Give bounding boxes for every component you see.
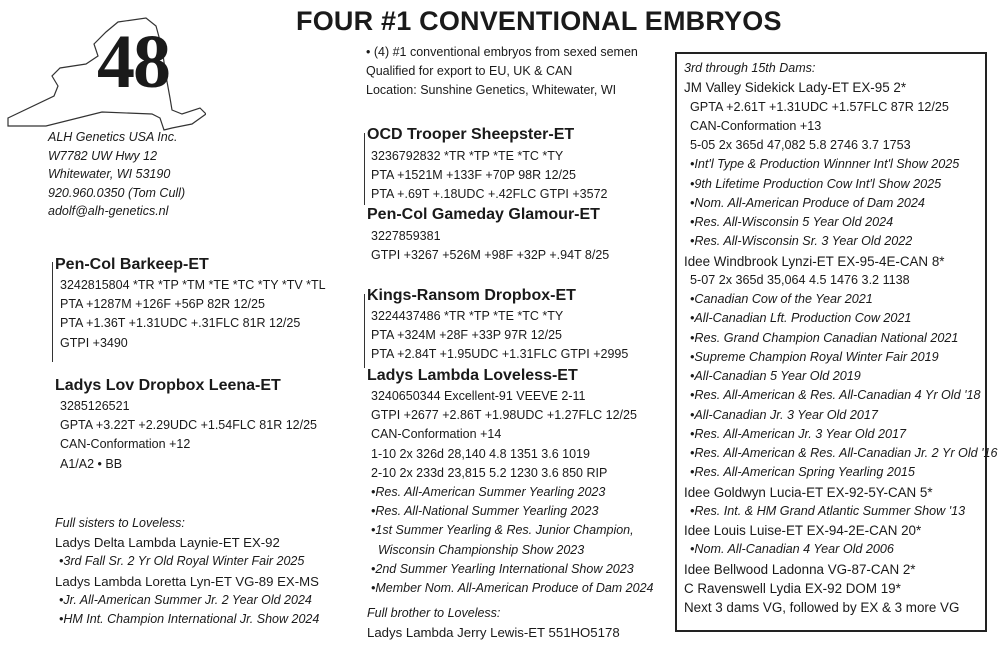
dam-detail-line: CAN-Conformation +14 xyxy=(371,427,502,442)
dam-name: Ladys Lov Dropbox Leena-ET xyxy=(55,377,281,394)
full-brother xyxy=(367,604,620,642)
dam-detail-line: CAN-Conformation +13 xyxy=(690,118,822,133)
consignor-line: ALH Genetics USA Inc. xyxy=(48,130,178,144)
dam-award: •Canadian Cow of the Year 2021 xyxy=(690,292,873,306)
pedigree-bracket xyxy=(52,262,53,362)
sire-detail-line: PTA +.69T +.18UDC +.42FLC GTPI +3572 xyxy=(371,187,608,202)
dam-award: •Res. All-Wisconsin 5 Year Old 2024 xyxy=(690,215,894,229)
lot-number: 48 xyxy=(97,20,169,104)
dam-award: •Res. All-Wisconsin Sr. 3 Year Old 2022 xyxy=(690,234,913,249)
dam-award: Wisconsin Championship Show 2023 xyxy=(371,542,585,557)
sister-name: Ladys Lambda Loretta Lyn-ET VG-89 EX-MS xyxy=(55,573,319,589)
sire-details xyxy=(371,147,607,205)
sister-name: Ladys Delta Lambda Laynie-ET EX-92 xyxy=(55,535,280,551)
dam-detail-line: CAN-Conformation +12 xyxy=(60,437,191,452)
sire-name: Pen-Col Barkeep-ET xyxy=(55,256,209,273)
sire-detail-line: PTA +1287M +126F +56P 82R 12/25 xyxy=(60,297,265,312)
full-sisters xyxy=(55,514,319,629)
sire-detail-line: 3224437486 *TR *TP *TE *TC *TY xyxy=(371,309,564,323)
consignor-line: adolf@alh-genetics.nl xyxy=(48,204,169,219)
dam-award: •1st Summer Yearling & Res. Junior Champion, xyxy=(371,523,634,538)
dam-detail-line: 5-07 2x 365d 35,064 4.5 1476 3.2 1138 xyxy=(690,272,910,287)
dam-award: •Member Nom. All-American Produce of Dam 2024 xyxy=(371,581,654,596)
full-sisters-heading: Full sisters to Loveless: xyxy=(55,516,185,530)
description-line: Location: Sunshine Genetics, Whitewater, WI xyxy=(366,82,617,97)
dam-detail-line: GPTA +3.22T +2.29UDC +1.54FLC 81R 12/25 xyxy=(60,418,317,433)
dam-details xyxy=(371,227,609,265)
sire-details xyxy=(60,276,326,353)
dam-detail-line: GPTA +2.61T +1.31UDC +1.57FLC 87R 12/25 xyxy=(690,99,949,114)
sire-detail-line: PTA +324M +28F +33P 97R 12/25 xyxy=(371,328,562,343)
sire-name: OCD Trooper Sheepster-ET xyxy=(367,126,575,143)
dam-award: •2nd Summer Yearling International Show 2023 xyxy=(371,561,634,576)
dam-award: •Res. All-American Jr. 3 Year Old 2017 xyxy=(690,426,907,441)
consignor-line: 920.960.0350 (Tom Cull) xyxy=(48,185,186,200)
dam-detail-line: 5-05 2x 365d 47,082 5.8 2746 3.7 1753 xyxy=(690,138,911,152)
dam-record-line: 2-10 2x 233d 23,815 5.2 1230 3.6 850 RIP xyxy=(371,465,608,480)
dam-award: •9th Lifetime Production Cow Int'l Show 2025 xyxy=(690,176,942,191)
consignor-line: W7782 UW Hwy 12 xyxy=(48,148,158,163)
dam-details xyxy=(60,397,317,474)
dam-detail-line: A1/A2 • BB xyxy=(60,456,123,471)
dam-name: Next 3 dams VG, followed by EX & 3 more VG xyxy=(684,600,960,615)
dam-detail-line: 3285126521 xyxy=(60,399,130,413)
dam-detail-line: 3227859381 xyxy=(371,229,441,243)
pedigree-bracket xyxy=(364,294,365,368)
sire-detail-line: PTA +1.36T +1.31UDC +.31FLC 81R 12/25 xyxy=(60,316,301,331)
pedigree-bracket xyxy=(364,133,365,205)
dam-detail-line: 3240650344 Excellent-91 VEEVE 2-11 xyxy=(371,389,586,403)
dam-award: •Nom. All-American Produce of Dam 2024 xyxy=(690,195,925,210)
dam-award: •Res. All-American Spring Yearling 2015 xyxy=(690,465,915,480)
sire-detail-line: GTPI +3490 xyxy=(60,335,128,350)
full-brother-heading: Full brother to Loveless: xyxy=(367,606,501,620)
dam-name: JM Valley Sidekick Lady-ET EX-95 2* xyxy=(684,80,907,96)
sire-detail-line: PTA +2.84T +1.95UDC +1.31FLC GTPI +2995 xyxy=(371,347,629,362)
dam-lineage-list xyxy=(684,59,998,617)
lot-description xyxy=(366,43,638,99)
dam-detail-line: GTPI +3267 +526M +98F +32P +.94T 8/25 xyxy=(371,248,610,263)
dam-award: •Nom. All-Canadian 4 Year Old 2006 xyxy=(690,542,894,557)
dam-award: •Int'l Type & Production Winnner Int'l Show 2025 xyxy=(690,157,960,172)
dam-award: •Res. All-American & Res. All-Canadian Jr. 2 Yr Old '16 xyxy=(690,446,998,460)
full-brother-name: Ladys Lambda Jerry Lewis-ET 551HO5178 xyxy=(367,625,620,641)
dam-award: •All-Canadian Jr. 3 Year Old 2017 xyxy=(690,407,878,422)
dam-name: Ladys Lambda Loveless-ET xyxy=(367,367,578,384)
sire-detail-line: 3242815804 *TR *TP *TM *TE *TC *TY *TV *TL xyxy=(60,278,326,292)
sister-note: •3rd Fall Sr. 2 Yr Old Royal Winter Fair 2025 xyxy=(59,554,305,569)
dam-name: Pen-Col Gameday Glamour-ET xyxy=(367,206,600,223)
dam-award: •All-Canadian 5 Year Old 2019 xyxy=(690,369,861,383)
consignor-info xyxy=(48,128,185,221)
sire-details xyxy=(371,307,628,365)
dam-record-line: 1-10 2x 326d 28,140 4.8 1351 3.6 1019 xyxy=(371,446,590,461)
page-title: FOUR #1 CONVENTIONAL EMBRYOS xyxy=(296,6,782,36)
dam-details xyxy=(371,387,654,598)
dam-name: Idee Bellwood Ladonna VG-87-CAN 2* xyxy=(684,561,916,577)
dam-name: Idee Windbrook Lynzi-ET EX-95-4E-CAN 8* xyxy=(684,253,945,269)
dam-award: •All-Canadian Lft. Production Cow 2021 xyxy=(690,311,912,326)
dam-name: Idee Louis Luise-ET EX-94-2E-CAN 20* xyxy=(684,523,922,538)
consignor-line: Whitewater, WI 53190 xyxy=(48,167,171,182)
dam-detail-line: GTPI +2677 +2.86T +1.98UDC +1.27FLC 12/25 xyxy=(371,408,637,423)
dam-award: •Res. All-American & Res. All-Canadian 4 Yr Old '18 xyxy=(690,388,981,403)
sister-note: •HM Int. Champion International Jr. Show 2024 xyxy=(59,612,320,627)
dam-award: •Supreme Champion Royal Winter Fair 2019 xyxy=(690,349,939,364)
description-line: Qualified for export to EU, UK & CAN xyxy=(366,63,573,78)
dams-heading: 3rd through 15th Dams: xyxy=(684,61,816,75)
sire-name: Kings-Ransom Dropbox-ET xyxy=(367,287,576,304)
dam-award: •Res. All-National Summer Yearling 2023 xyxy=(371,504,599,519)
description-line: • (4) #1 conventional embryos from sexed semen xyxy=(366,45,638,59)
sire-detail-line: 3236792832 *TR *TP *TE *TC *TY xyxy=(371,149,564,163)
dam-name: C Ravenswell Lydia EX-92 DOM 19* xyxy=(684,580,901,596)
sister-note: •Jr. All-American Summer Jr. 2 Year Old 2024 xyxy=(59,592,312,607)
dam-award: •Res. Int. & HM Grand Atlantic Summer Show '13 xyxy=(690,503,966,518)
dam-name: Idee Goldwyn Lucia-ET EX-92-5Y-CAN 5* xyxy=(684,484,933,500)
dam-award: •Res. All-American Summer Yearling 2023 xyxy=(371,485,606,500)
dam-award: •Res. Grand Champion Canadian National 2021 xyxy=(690,330,959,345)
sire-detail-line: PTA +1521M +133F +70P 98R 12/25 xyxy=(371,168,576,183)
